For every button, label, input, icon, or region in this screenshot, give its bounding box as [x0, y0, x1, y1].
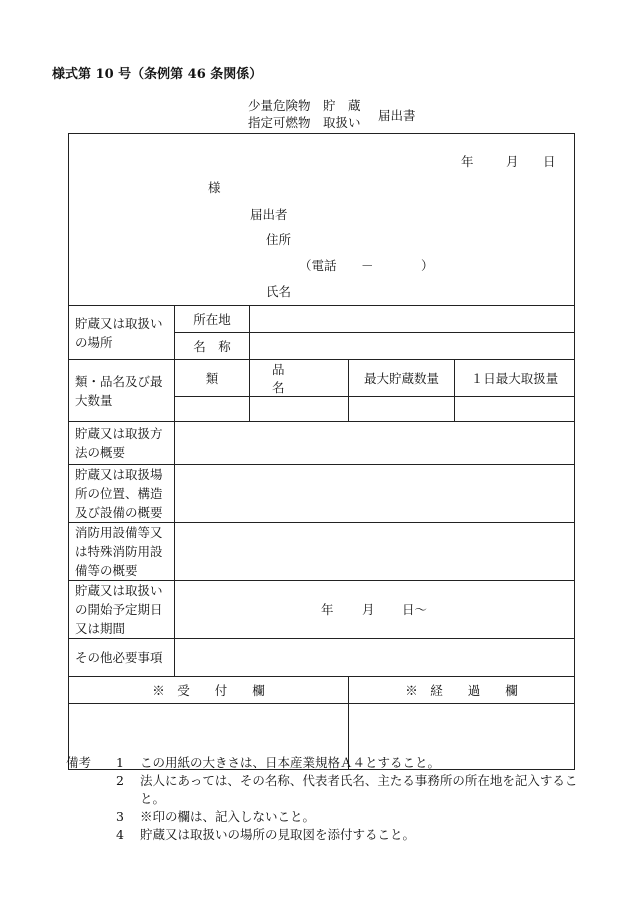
firefighting-label: 消防用設備等又は特殊消防用設備等の概要	[69, 523, 175, 581]
title-handling: 取扱い	[323, 115, 361, 130]
period-field[interactable]	[175, 581, 575, 639]
note-number: 2	[116, 773, 124, 788]
phone-dash: －	[361, 258, 374, 273]
progress-header: ※ 経 過 欄	[349, 677, 575, 704]
period-day: 日～	[402, 602, 428, 617]
type-field[interactable]	[175, 397, 250, 422]
notes	[66, 754, 588, 844]
addressee-suffix: 様	[208, 180, 221, 195]
firefighting-field[interactable]	[175, 523, 575, 581]
note-number: 3	[116, 809, 124, 824]
other-label: その他必要事項	[69, 639, 175, 677]
phone-open: （電話	[299, 258, 337, 273]
place-name-field[interactable]	[250, 333, 575, 360]
place-label: 貯蔵又は取扱いの場所	[69, 306, 175, 360]
method-label: 貯蔵又は取扱方法の概要	[69, 422, 175, 465]
period-label: 貯蔵又は取扱いの開始予定期日又は期間	[69, 581, 175, 639]
notifier-label: 届出者	[250, 207, 288, 222]
note-number: 1	[116, 755, 124, 770]
note-text: 法人にあっては、その名称、代表者氏名、主たる事務所の所在地を記入すること。	[140, 773, 578, 806]
location-field[interactable]	[250, 306, 575, 333]
note-text: 貯蔵又は取扱いの場所の見取図を添付すること。	[140, 827, 416, 842]
col-item-a: 品	[272, 362, 288, 377]
period-year: 年	[321, 602, 334, 617]
location-label: 所在地	[175, 306, 250, 333]
method-field[interactable]	[175, 422, 575, 465]
facility-field[interactable]	[175, 465, 575, 523]
form-title-main: 届出書	[378, 108, 416, 123]
address-label: 住所	[266, 232, 292, 247]
types-label: 類・品名及び最大数量	[69, 360, 175, 422]
notification-form-table	[68, 133, 575, 770]
date-month: 月	[506, 154, 519, 169]
note-text: ※印の欄は、記入しないこと。	[140, 809, 316, 824]
note-text: この用紙の大きさは、日本産業規格Ａ４とすること。	[140, 755, 441, 770]
max-storage-field[interactable]	[349, 397, 455, 422]
title-small-hazmat: 少量危険物	[248, 98, 311, 113]
form-number: 様式第 10 号（条例第 46 条関係）	[52, 67, 263, 82]
col-item-b: 名	[272, 380, 285, 395]
col-item-header	[250, 360, 349, 397]
title-storage: 貯 蔵	[323, 98, 361, 113]
daily-max-field[interactable]	[455, 397, 575, 422]
item-name-field[interactable]	[250, 397, 349, 422]
phone-close: ）	[421, 258, 434, 273]
col-type-header: 類	[175, 360, 250, 397]
note-number: 4	[116, 827, 124, 842]
date-year: 年	[461, 154, 474, 169]
header-section	[69, 134, 575, 306]
place-name-label: 名 称	[175, 333, 250, 360]
col-daily-max-header: １日最大取扱量	[455, 360, 575, 397]
notes-heading: 備考	[66, 755, 92, 770]
facility-label: 貯蔵又は取扱場所の位置、構造及び設備の概要	[69, 465, 175, 523]
name-label: 氏名	[266, 284, 292, 299]
title-designated-combustibles: 指定可燃物	[248, 115, 311, 130]
date-day: 日	[543, 154, 556, 169]
period-month: 月	[362, 602, 375, 617]
form-title-left	[248, 97, 361, 131]
reception-header: ※ 受 付 欄	[69, 677, 349, 704]
other-field[interactable]	[175, 639, 575, 677]
col-max-storage-header: 最大貯蔵数量	[349, 360, 455, 397]
